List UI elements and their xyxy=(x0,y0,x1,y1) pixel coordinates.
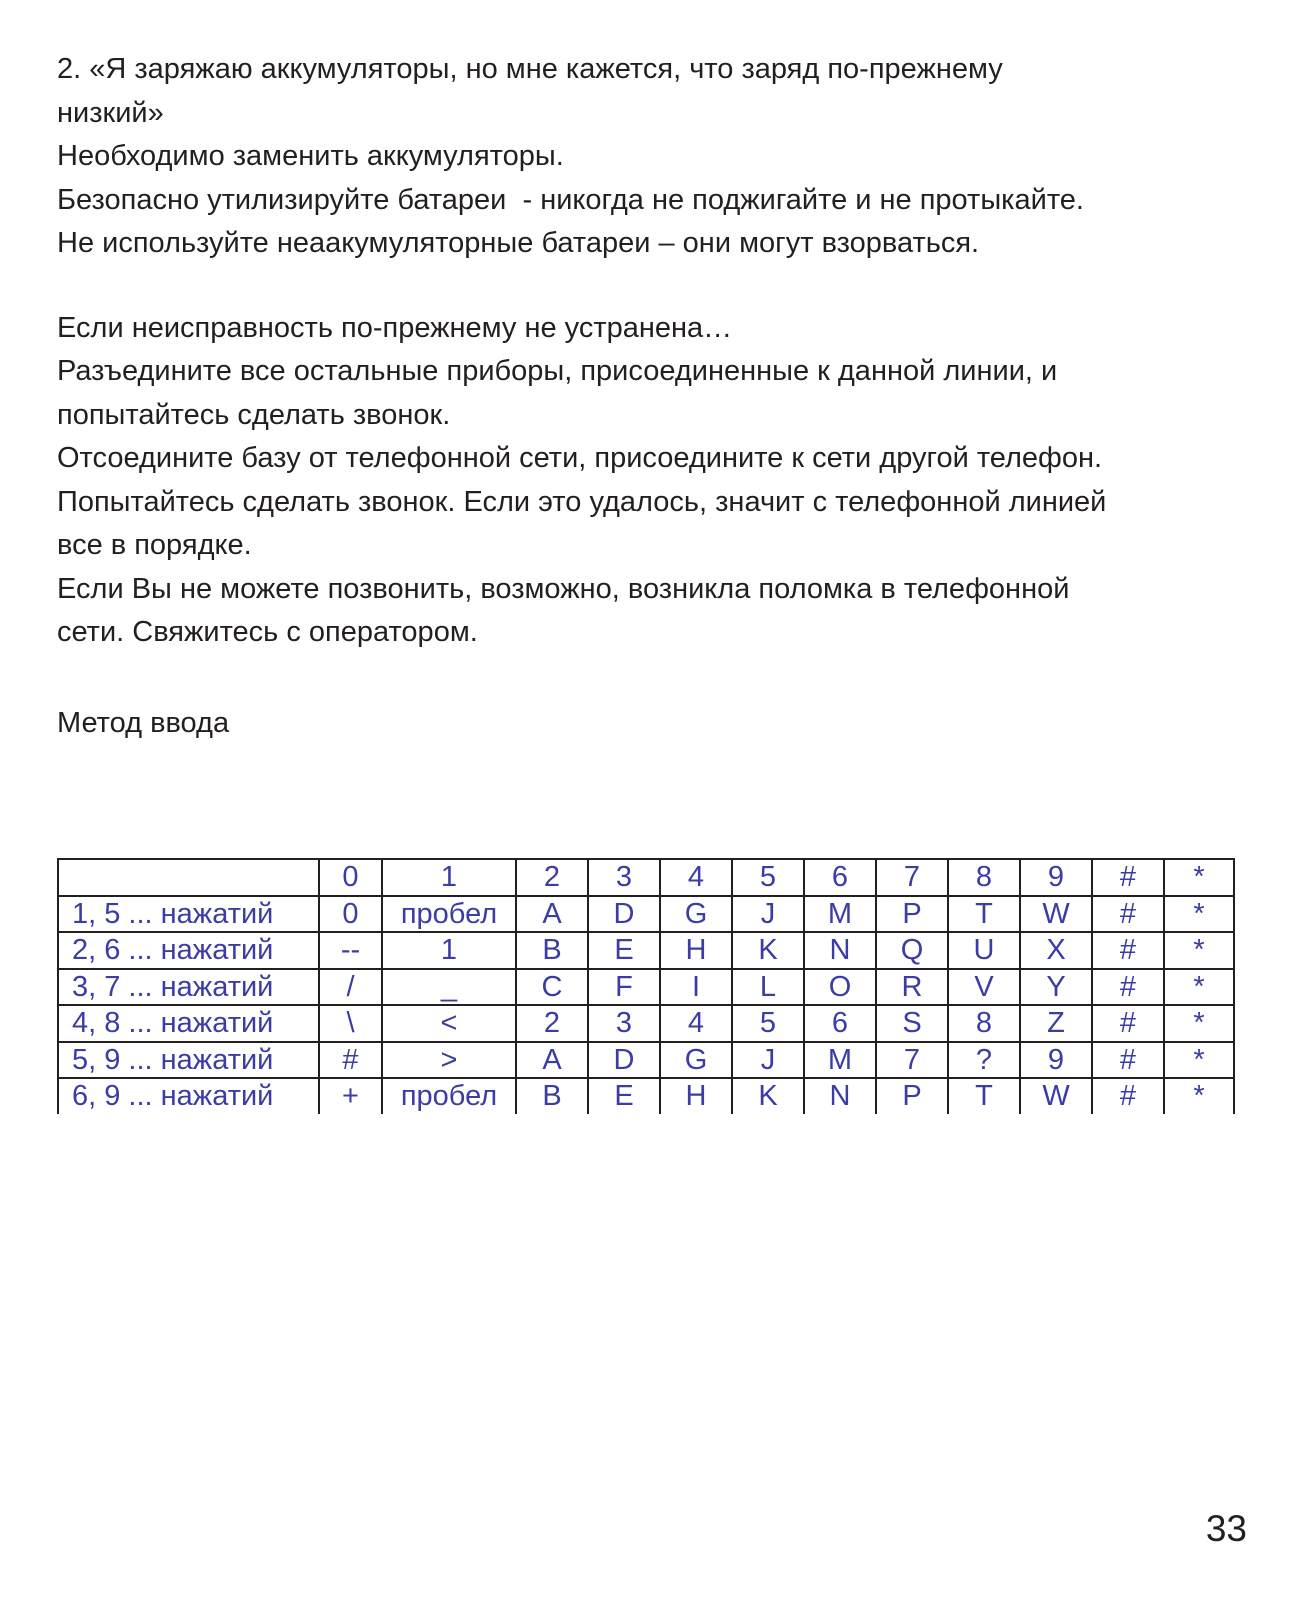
text-line: Если Вы не можете позвонить, возможно, возникла поломка в телефонной xyxy=(57,572,1070,605)
table-cell: _ xyxy=(382,969,516,1006)
table-cell: E xyxy=(588,1078,660,1114)
table-cell: R xyxy=(876,969,948,1006)
table-cell: M xyxy=(804,1042,876,1079)
table-row xyxy=(58,1078,1234,1114)
row-label-cell: 4, 8 ... нажатий xyxy=(58,1005,319,1042)
table-cell: 9 xyxy=(1020,1042,1092,1079)
table-cell: Z xyxy=(1020,1005,1092,1042)
text-line: Необходимо заменить аккумуляторы. xyxy=(57,140,564,172)
row-label-cell: 3, 7 ... нажатий xyxy=(58,969,319,1006)
table-cell: 0 xyxy=(319,896,382,933)
table-cell: 9 xyxy=(1020,859,1092,896)
table-cell: 8 xyxy=(948,859,1020,896)
table-cell: E xyxy=(588,932,660,969)
table-cell: / xyxy=(319,969,382,1006)
table-cell: G xyxy=(660,1042,732,1079)
table-cell: L xyxy=(732,969,804,1006)
table-cell: Q xyxy=(876,932,948,969)
table-cell: B xyxy=(516,932,588,969)
table-cell: 2 xyxy=(516,859,588,896)
text-line: все в порядке. xyxy=(57,529,252,561)
table-cell: * xyxy=(1164,932,1234,969)
table-row xyxy=(58,1042,1234,1079)
table-cell: A xyxy=(516,896,588,933)
table-cell: 7 xyxy=(876,1042,948,1079)
table-cell: ? xyxy=(948,1042,1020,1079)
table-cell: * xyxy=(1164,896,1234,933)
table-cell: B xyxy=(516,1078,588,1114)
table-cell: 7 xyxy=(876,859,948,896)
table-cell: + xyxy=(319,1078,382,1114)
text-line: Разъедините все остальные приборы, присоединенные к данной линии, и xyxy=(57,355,1058,387)
table-row xyxy=(58,896,1234,933)
table-cell: 3 xyxy=(588,859,660,896)
table-cell: U xyxy=(948,932,1020,969)
table-cell: O xyxy=(804,969,876,1006)
table-cell: J xyxy=(732,896,804,933)
table-body xyxy=(58,859,1234,1114)
table-cell: C xyxy=(516,969,588,1006)
table-cell: K xyxy=(732,932,804,969)
text-line: сети. Свяжитесь с оператором. xyxy=(57,616,478,648)
table-cell: > xyxy=(382,1042,516,1079)
paragraph-gap xyxy=(57,266,1257,307)
text-line: Безопасно утилизируйте батареи - никогда не поджигайте и не протыкайте. xyxy=(57,183,1084,216)
text-line: Отсоедините базу от телефонной сети, присоедините к сети другой телефон. xyxy=(57,442,1103,474)
table-cell: 0 xyxy=(319,859,382,896)
table-cell: T xyxy=(948,1078,1020,1114)
table-cell: пробел xyxy=(382,1078,516,1114)
table-cell: F xyxy=(588,969,660,1006)
table-cell: V xyxy=(948,969,1020,1006)
table-cell: 1 xyxy=(382,859,516,896)
table-cell: * xyxy=(1164,969,1234,1006)
table-cell: Y xyxy=(1020,969,1092,1006)
table-cell: K xyxy=(732,1078,804,1114)
table-cell: H xyxy=(660,932,732,969)
table-cell: # xyxy=(319,1042,382,1079)
table-cell: 1 xyxy=(382,932,516,969)
table-cell: # xyxy=(1092,932,1164,969)
row-label-cell: 5, 9 ... нажатий xyxy=(58,1042,319,1079)
table-cell: * xyxy=(1164,1042,1234,1079)
table-cell: пробел xyxy=(382,896,516,933)
table-cell: 4 xyxy=(660,1005,732,1042)
table-cell: # xyxy=(1092,1042,1164,1079)
table-cell: 3 xyxy=(588,1005,660,1042)
table-cell: # xyxy=(1092,1005,1164,1042)
table-row xyxy=(58,1005,1234,1042)
table-cell: * xyxy=(1164,1005,1234,1042)
text-line: низкий» xyxy=(57,96,164,129)
text-line: 2. «Я заряжаю аккумуляторы, но мне кажется, что заряд по-прежнему xyxy=(57,53,1003,85)
table-cell: D xyxy=(588,1042,660,1079)
row-label-cell: 1, 5 ... нажатий xyxy=(58,896,319,933)
table-cell: -- xyxy=(319,932,382,969)
table-cell: G xyxy=(660,896,732,933)
table-cell: P xyxy=(876,896,948,933)
table-row xyxy=(58,969,1234,1006)
table-cell: < xyxy=(382,1005,516,1042)
table-cell: M xyxy=(804,896,876,933)
text-line: попытайтесь сделать звонок. xyxy=(57,398,451,431)
table-cell: 2 xyxy=(516,1005,588,1042)
table-cell: X xyxy=(1020,932,1092,969)
table-cell: A xyxy=(516,1042,588,1079)
table-cell: \ xyxy=(319,1005,382,1042)
text-line: Не используйте неаакумуляторные батареи – они могут взорваться. xyxy=(57,227,980,259)
table-cell: # xyxy=(1092,969,1164,1006)
table-cell: 6 xyxy=(804,1005,876,1042)
table-cell: # xyxy=(1092,896,1164,933)
table-row xyxy=(58,932,1234,969)
row-label-cell xyxy=(58,859,319,896)
section-title: Метод ввода xyxy=(57,707,230,739)
input-method-table xyxy=(57,858,1235,1114)
table-cell: # xyxy=(1092,859,1164,896)
table-cell: W xyxy=(1020,896,1092,933)
text-line: Если неисправность по-прежнему не устранена… xyxy=(57,311,733,344)
table-cell: # xyxy=(1092,1078,1164,1114)
table-cell: 6 xyxy=(804,859,876,896)
table-header-row xyxy=(58,859,1234,896)
table-cell: P xyxy=(876,1078,948,1114)
table-cell: N xyxy=(804,1078,876,1114)
table-cell: 5 xyxy=(732,859,804,896)
table-cell: W xyxy=(1020,1078,1092,1114)
table-cell: 8 xyxy=(948,1005,1020,1042)
table-cell: 5 xyxy=(732,1005,804,1042)
table-cell: * xyxy=(1164,859,1234,896)
table-cell: S xyxy=(876,1005,948,1042)
table-cell: N xyxy=(804,932,876,969)
text-line: Попытайтесь сделать звонок. Если это удалось, значит с телефонной линией xyxy=(57,485,1107,518)
table-cell: D xyxy=(588,896,660,933)
row-label-cell: 6, 9 ... нажатий xyxy=(58,1078,319,1114)
table-cell: I xyxy=(660,969,732,1006)
table-cell: H xyxy=(660,1078,732,1114)
main-text xyxy=(57,48,1257,655)
table-cell: T xyxy=(948,896,1020,933)
table-cell: 4 xyxy=(660,859,732,896)
row-label-cell: 2, 6 ... нажатий xyxy=(58,932,319,969)
table-cell: J xyxy=(732,1042,804,1079)
table-cell: * xyxy=(1164,1078,1234,1114)
page-number: 33 xyxy=(1205,1508,1247,1549)
